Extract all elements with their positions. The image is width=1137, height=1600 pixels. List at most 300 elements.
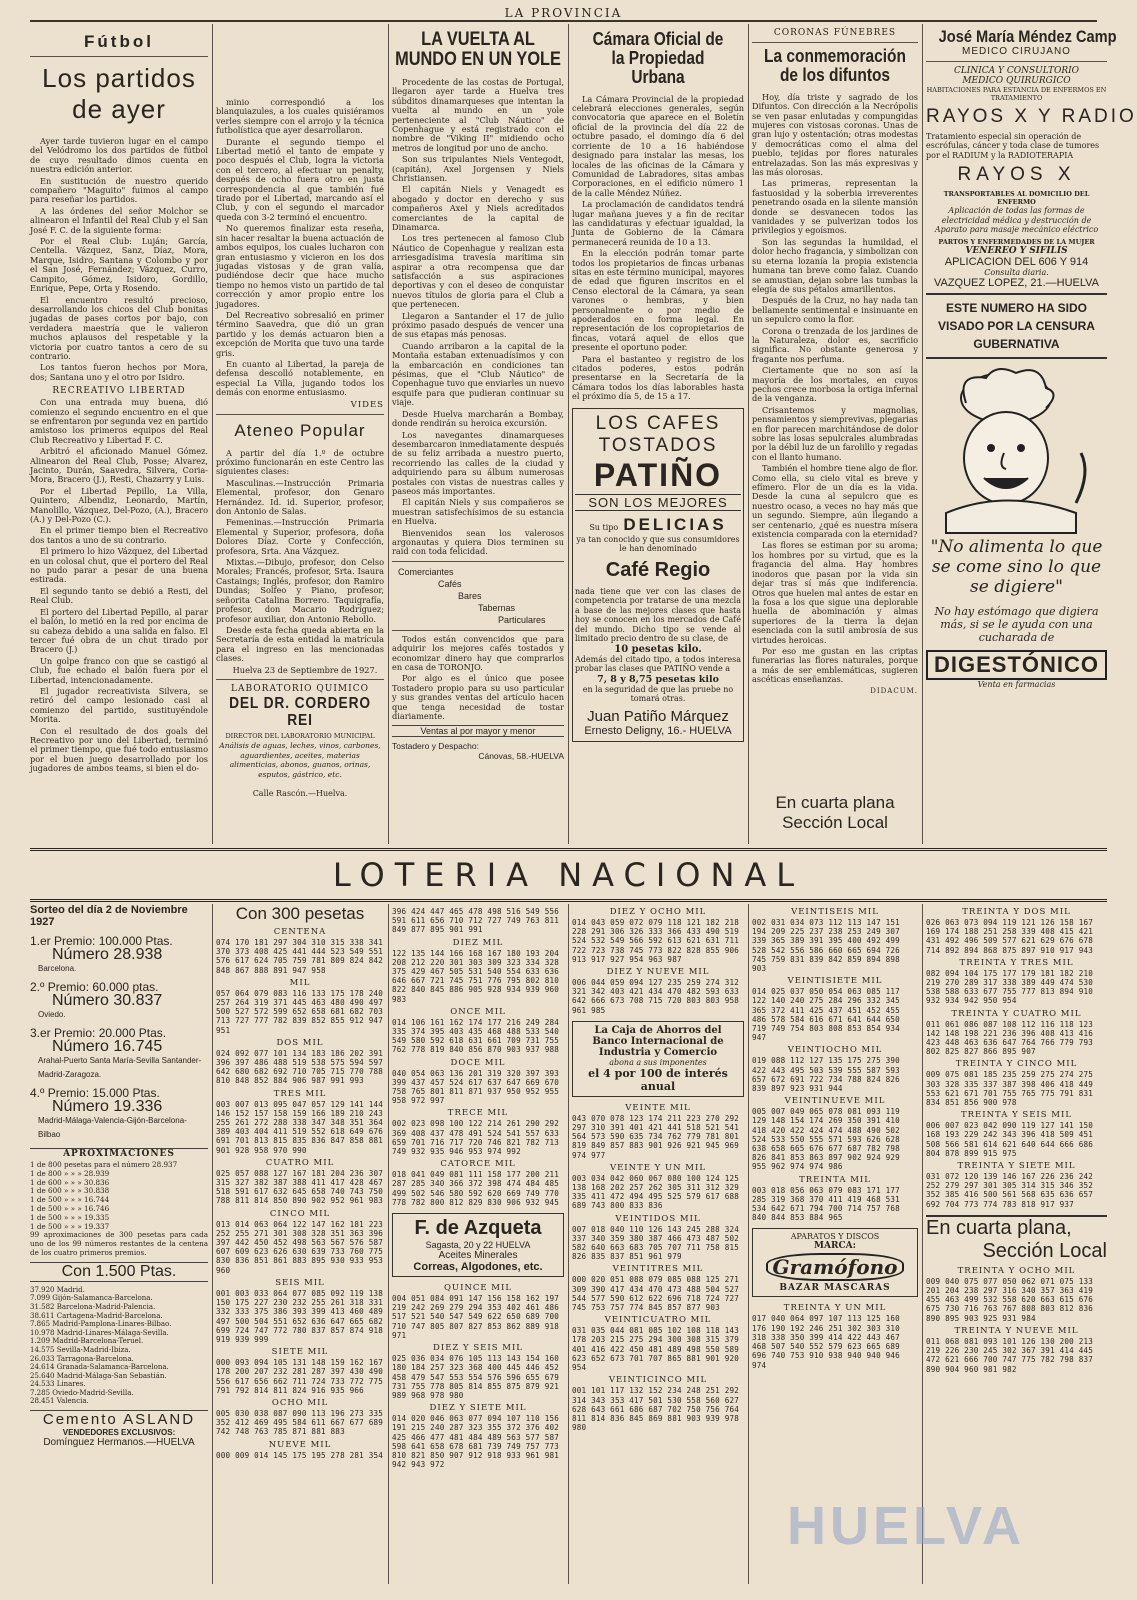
group-numbers: 005 007 049 065 078 081 093 119 129 148 154 174 269 350 391 410 418 420 422 424 474 488 490 502 524 533 550 555 571 593 626 628 638 658 665 676 677 687 782 798 826 841 853 863 897 902 924 929 955 962 974 974 986 [752, 1107, 905, 1172]
group-heading: DOCE MIL [450, 1057, 506, 1068]
lab-line: DIRECTOR DEL LABORATORIO MUNICIPAL [225, 731, 375, 740]
caja-text: abona a sus imponentes [609, 1057, 707, 1067]
gramofono-brand: Gramófono [766, 1253, 904, 1281]
number-group [752, 907, 918, 973]
list-item: 38.611 Cartagena-Madrid-Barcelona. [30, 1311, 163, 1320]
lab-line: Análisis de aguas, leches, vinos, carbones, aguardientes, aceites, materias alimenticias, abonos, guanos, orinas, esputos, gástrico, etc. [219, 741, 381, 779]
group-numbers: 082 094 104 175 177 179 181 182 210 219 270 289 317 338 389 449 474 530 538 588 633 677 755 777 813 894 910 932 934 942 950 954 [926, 968, 1098, 1006]
group-heading: NUEVE MIL [268, 1439, 332, 1450]
group-numbers: 043 070 078 123 174 211 223 270 292 297 310 391 401 421 441 518 521 541 564 573 590 635 734 762 779 781 801 819 849 857 883 901 926 921 945 969 974 977 [572, 1113, 744, 1160]
column-rule [748, 904, 749, 1584]
medico-line: TRANSPORTABLES AL DOMICILIO DEL ENFERMO [943, 190, 1090, 207]
caja-title: La Caja de Ahorros del [594, 1024, 722, 1036]
paragraph: El capitán Niels y sus compañeros se muestran satisfechísimos de su estancia en Huelva. [392, 497, 564, 527]
number-group [392, 938, 564, 1004]
paragraph: En sustitución de nuestro querido compañero "Maguito" fuimos al campo para reseñar los partidos. [30, 175, 208, 205]
list-item: 10.978 Madrid-Linares-Málaga-Sevilla. [30, 1328, 169, 1337]
number-group [572, 967, 744, 1015]
ad-tipo: DELICIAS [623, 514, 727, 534]
paragraph: Las primeras, representan la fastuosidad y la soberbia irreverentes penetrando osada en la silente mansión donde se desvanecen todos las vanidades y se pulverizan todos los privilegios y egoísmos. [752, 178, 918, 236]
gramofono-ad [752, 1228, 918, 1297]
paragraph: Del Recreativo sobresalió en primer término Saavedra, que dió un gran partido y los demás actuaron bien a excepción de Morita que tuvo una tarde gris. [216, 309, 384, 358]
paragraph: Con una entrada muy buena, dió comienzo el segundo encuentro en el que se enfrentaron por segunda vez en partido amistoso los primeros equipos del Real Club Recreativo y Libertad F. C. [30, 397, 208, 445]
number-group [752, 1096, 918, 1171]
medico-line: VENEREO Y SIFILIS [965, 245, 1068, 256]
group-heading: DIEZ Y SEIS MIL [433, 1343, 523, 1354]
group-heading: DIEZ MIL [452, 937, 504, 948]
number-group [392, 1058, 564, 1106]
tostadero: Tostadero y Despacho: [392, 741, 479, 752]
paragraph: Hoy, día triste y sagrado de los Difuntos. Con dirección a la Necrópolis se ven pasar enlutadas y compungidas mujeres con vistosas coronas. Unas de gran lujo y ostentación; otras modestas y democráticas como el alma del pueblo, tejidas por flores naturales entrelazadas. Son las más expresivas y las más olorosas. [752, 91, 918, 178]
number-group [752, 1303, 918, 1369]
divider [926, 61, 1107, 62]
aprox-item: 1 de 600 » » » 30.838 [30, 1186, 110, 1196]
paragraph: Ayer tarde tuvieron lugar en el campo del Velódromo los dos partidos de fútbol de cuyo resultado dimos cuenta en nuestra edición anterior. [30, 136, 208, 175]
divider [216, 414, 384, 415]
headline: Cámara Oficial de la Propiedad Urbana [592, 29, 724, 87]
list-item: 26.033 Tarragona-Barcelona. [30, 1354, 134, 1363]
signature: DIDACUM. [870, 686, 918, 695]
number-group [572, 1103, 744, 1160]
lottery-column-5 [752, 904, 918, 1594]
number-group [572, 1264, 744, 1312]
azqueta-line: Aceites Minerales [438, 1250, 518, 1262]
paragraph: En la elección podrán tomar parte todos los propietarios de fincas urbanas sitas en este término municipal, mayores de edad que figuren inscritos en el Censo electoral de la Cámara, ya sean varones o hembras, y bien personalmente o por medio de apoderados en forma legal. En representación de los copropietarios de fincas, votará aquel de ellos que presente el oportuno poder. [572, 248, 744, 353]
premios-column [30, 904, 208, 1594]
premio [30, 980, 208, 1022]
paragraph: Desde Huelva marcharán a Bombay, donde rendirán su heroica excursión. [392, 408, 564, 429]
premio-place: Oviedo. [38, 1010, 66, 1019]
paragraph: También el hombre tiene algo de flor. Como ella, su cielo vital es breve y efímero. Flor de un día es la vida. Desde la cuna al sepulcro que es nuestro ocaso, a veces no hay más que un segundo. Siempre, aún llegando a ser centenario, ¿qué es nuestra mísera existencia comparada con la eternidad? [752, 463, 918, 540]
headline: LA VUELTA AL MUNDO EN UN YOLE [395, 29, 561, 70]
group-numbers: 019 088 112 127 135 175 275 390 422 443 495 503 539 555 587 593 657 672 691 722 734 788 824 826 839 897 923 931 944 [752, 1056, 905, 1094]
divider [926, 293, 1107, 295]
ad-text: Además del citado tipo, a todos interesa probar las clases que PATIÑO vende a [575, 654, 741, 674]
group-heading: TREINTA Y CUATRO MIL [951, 1008, 1082, 1019]
group-numbers: 002 023 098 100 122 214 261 290 292 369 408 437 478 491 524 541 557 633 659 701 716 717 720 746 821 782 713 749 932 935 946 953 974 992 [392, 1119, 564, 1157]
number-group [216, 1347, 388, 1395]
cuarta-plana-promo [752, 793, 918, 833]
group-numbers: 014 043 059 072 079 118 121 182 218 228 291 306 326 333 366 433 490 519 524 532 549 566 592 613 621 631 711 722 723 738 745 773 822 828 855 906 913 917 927 954 963 987 [572, 918, 744, 964]
column-6 [926, 24, 1137, 839]
divider [752, 42, 918, 43]
digestonico-brand: DIGESTÓNICO [926, 650, 1107, 680]
paragraph: El jugador recreativista Silvera, se retiró del campo lesionado casi al comienzo del partido, sustituyéndole Morita. [30, 685, 208, 725]
promo-line: En cuarta plana [775, 793, 895, 812]
column-rule [212, 24, 213, 844]
group-numbers: 024 092 077 101 134 183 186 202 391 396 397 486 488 519 538 575 594 597 642 680 682 692 710 705 715 770 788 810 848 852 884 906 987 991 993 [216, 1048, 388, 1086]
number-group [216, 927, 388, 975]
paragraph: El capitán Niels y Venagedt es abogado y doctor en derecho y sus compañeros Axel y Niels acreditados comerciantes de la capital de Dinamarca. [392, 184, 564, 232]
paragraph: Por el Real Club: Luján; García, Centella. Vázquez, Sanz, Díaz, Mora, Marque, Isidro, Santana y Colombo y por el San José, Fernández; Vázquez, Curro, Campito, Gómez, Isidoro, Gordillo, Enrique, Pepe, Orta y Rosendo. [30, 236, 208, 294]
paragraph: Desde esta fecha queda abierta en la Secretaría de esta entidad la matrícula para el ingreso en las mencionadas clases. [216, 624, 384, 664]
number-group [392, 1343, 564, 1400]
group-numbers: 122 135 144 166 168 167 180 193 204 208 212 220 301 303 309 323 334 328 375 429 467 505 531 540 554 633 636 646 667 721 745 751 776 795 802 810 822 840 845 886 905 928 934 939 960 983 [392, 948, 564, 1004]
column-4 [572, 24, 744, 839]
rayos-heading: RAYOS X Y RADIO [926, 105, 1137, 127]
commerce-item: Bares [458, 590, 482, 601]
ad-owner: Juan Patiño Márquez [587, 707, 729, 725]
con-300: Con 300 pesetas [235, 904, 365, 923]
stamp-text: HUELVA [787, 1496, 1025, 1556]
column-rule [748, 24, 749, 844]
azqueta-line: Correas, Algodones, etc. [413, 1261, 543, 1274]
paragraph: Los tantos fueron hechos por Mora, dos; Santana uno y el otro por Isidro. [30, 362, 208, 382]
list-item: 31.582 Barcelona-Madrid-Palencia. [30, 1302, 156, 1311]
loteria-title: LOTERIA NACIONAL [332, 856, 805, 894]
number-group [926, 1266, 1107, 1323]
digestonico-ad [926, 363, 1107, 763]
group-numbers: 001 101 117 132 152 234 248 251 292 314 343 353 417 501 530 558 560 627 628 643 661 686 687 702 750 756 764 811 814 836 845 869 881 903 939 978 980 [572, 1386, 744, 1433]
number-group [572, 1163, 744, 1211]
number-group [216, 977, 388, 1035]
premio [30, 934, 208, 976]
con-1500: Con 1.500 Ptas. [30, 1262, 208, 1282]
premio-place: Barcelona. [38, 964, 77, 973]
medico-name: José María Méndez Camp [938, 27, 1117, 46]
group-heading: VEINTICINCO MIL [608, 1375, 708, 1386]
paragraph: Llegaron a Santander el 17 de julio próximo pasado después de vencer una de sus etapas más penosas. [392, 310, 564, 340]
divider [30, 56, 208, 57]
number-group [392, 1403, 564, 1469]
group-heading: TREINTA Y OCHO MIL [957, 1265, 1076, 1276]
paragraph: Bienvenidos sean los valerosos argonautas y quiera Dios terminen su raid con toda felicidad. [392, 527, 564, 557]
lottery-column-4 [572, 904, 744, 1594]
number-group [392, 907, 564, 935]
headline: Los partidos de ayer [42, 63, 196, 124]
paragraph: Son sus tripulantes Niels Ventegodt, (capitán), Axel Jorgensen y Niels Christiansen. [392, 154, 564, 183]
premio [30, 1086, 208, 1142]
group-numbers: 000 093 094 105 131 148 159 162 167 178 200 207 232 281 287 397 430 490 556 617 656 662 711 724 733 772 775 791 792 814 811 824 916 935 966 [216, 1358, 388, 1395]
commerce-item: Comerciantes [398, 566, 454, 577]
ad-text: nada tiene que ver con las clases de competencia por tratarse de una mezcla a base de las mejores clases que hasta hoy se conocen en los mercados de Café del mundo. Dicho tipo se vende al limitado precio dentro de su clase, de [575, 586, 741, 644]
chef-illustration [926, 363, 1107, 533]
ad-text: en la seguridad de que las pruebe no tomará otras. [582, 684, 734, 704]
group-numbers: 011 068 081 093 101 126 130 200 213 219 226 230 245 302 367 391 414 445 472 621 666 700 747 775 782 798 837 890 904 960 981 982 [926, 1336, 1098, 1374]
rayos-heading: RAYOS X [957, 164, 1076, 186]
group-heading: DIEZ Y SIETE MIL [429, 1403, 527, 1414]
lab-name: DEL DR. CORDERO REI [229, 694, 371, 729]
premio-label: 2.º Premio: 60.000 ptas. [30, 980, 159, 994]
paragraph: A partir del día 1.º de octubre próximo funcionarán en este Centro las siguientes clases: [216, 447, 384, 477]
tostadero-address: Cánovas, 58.-HUELVA [478, 751, 564, 762]
group-numbers: 025 036 034 076 105 113 143 154 160 180 184 257 323 368 400 445 446 452 458 479 547 553 554 576 596 655 679 731 755 778 805 814 855 875 879 921 989 968 978 980 [392, 1354, 564, 1400]
group-heading: TRECE MIL [447, 1108, 509, 1119]
premio-number: Número 28.938 [52, 946, 163, 963]
number-group [572, 907, 744, 964]
medico-line: Tratamiento especial sin operación de escrófulas, cáncer y toda clase de tumores por el RADIUM y la RADIOTERAPIA [926, 131, 1100, 160]
commerce-item: Tabernas [478, 602, 516, 613]
group-numbers: 004 051 084 091 147 156 158 162 197 219 242 269 279 294 353 402 461 486 517 521 540 547 549 622 650 689 700 710 747 805 807 827 853 862 889 918 971 [392, 1294, 564, 1340]
group-numbers: 017 040 064 097 107 113 125 160 176 190 192 246 251 302 303 310 318 338 350 399 414 422 443 467 468 507 540 552 579 623 665 689 696 740 753 910 938 940 940 946 974 [752, 1314, 905, 1370]
paragraph: En cuanto al Libertad, la pareja de defensa descolló notablemente, en especial La Villa, jugando todos los demás con enorme entusiasmo. [216, 358, 384, 398]
group-numbers: 018 041 049 081 111 158 177 200 211 287 285 340 366 372 398 474 484 485 499 502 546 580 592 620 669 749 770 778 782 800 812 829 830 906 932 945 [392, 1170, 564, 1207]
signature: VIDES [350, 399, 384, 410]
ad-regio: Café Regio [605, 558, 711, 581]
premio-number: Número 19.336 [52, 1098, 163, 1115]
group-heading: DIEZ Y NUEVE MIL [606, 967, 710, 978]
divider [392, 561, 564, 562]
headline: La conmemoración de los difuntos [764, 46, 906, 85]
medico-line: HABITACIONES PARA ESTANCIA DE ENFERMOS EN TRATAMIENTO [926, 85, 1107, 102]
medico-line: MEDICO QUIRURGICO [962, 75, 1071, 86]
number-group [392, 1283, 564, 1340]
number-group [572, 1315, 744, 1372]
group-heading: TREINTA Y SEIS MIL [960, 1110, 1073, 1121]
medico-line: Consulta diaria. [984, 267, 1049, 277]
divider [926, 357, 1107, 359]
gramofono-vertical: BAZAR MASCARAS [779, 1283, 891, 1294]
paragraph: Después de la Cruz, no hay nada tan bellamente sentimental e insinuante en un sepulcro como la flor. [752, 295, 918, 325]
number-group [926, 907, 1107, 955]
group-heading: SEIS MIL [275, 1277, 325, 1288]
group-heading: CINCO MIL [269, 1208, 331, 1219]
number-group [926, 1110, 1107, 1158]
medico-title: MEDICO CIRUJANO [962, 45, 1071, 57]
group-heading: VEINTINUEVE MIL [784, 1096, 886, 1107]
section-title: Fútbol [84, 32, 154, 51]
premio-label: 4.º Premio: 15.000 Ptas. [30, 1086, 160, 1100]
aprox-item: 1 de 600 » » » 30.836 [30, 1177, 110, 1187]
medico-line: Aplicación de todas las formas de electricidad médica y destrucción de Aparato para masaje mecánico eléctrico [934, 206, 1099, 235]
group-heading: TREINTA Y UN MIL [783, 1303, 887, 1314]
paragraph: Son las segundas la humildad, el dolor hecho fragancia, y simbolizan con su eterna lozanía la propia existencia humana tan breve como falaz. Cuando se amustian, dejan sobre las tumbas la elegía de sus pétalos amarillentos. [752, 236, 918, 294]
paragraph: Todos están convencidos que para adquirir los mejores cafés tostados y economizar dinero hay que comprarlos en casa de TORONJO. [392, 633, 564, 672]
column-rule [568, 24, 569, 844]
lab-kicker: LABORATORIO QUIMICO [231, 683, 369, 694]
paragraph: Huelva 23 de Septiembre de 1927. [232, 664, 378, 675]
list-item: 7.865 Madrid-Pamplona-Linares-Bilbao. [30, 1320, 172, 1329]
list-item: 28.451 Valencia. [30, 1397, 89, 1406]
column-rule [568, 904, 569, 1584]
group-numbers: 000 009 014 145 175 195 278 281 354 [216, 1450, 384, 1460]
paragraph: Los tres pertenecen al famoso Club Náutico de Copenhague y realizan esta arriesgadísima travesía marítima sin aspirar a otra recompensa que dar satisfacción a sus aspiraciones deportivas y con el deseo de conquistar nuevos títulos de gloria para el Club a que pertenecen. [392, 233, 564, 310]
commerce-item: Cafés [438, 578, 462, 589]
medico-line: PARTOS Y ENFERMEDADES DE LA MUJER [938, 237, 1095, 246]
number-group [926, 1009, 1107, 1057]
paragraph: En el primer tiempo bien el Recreativo dos tantos a uno de su contrario. [30, 525, 208, 545]
lottery-column-6 [926, 904, 1107, 1594]
cafes-patino-ad [572, 408, 744, 742]
caja-bank: Banco Internacional de Industria y Comercio [592, 1035, 724, 1058]
cuarta-plana-promo: En cuarta plana, [926, 1215, 1107, 1240]
digestonico-slogan: "No alimenta lo que se come sino lo que se digiere" [930, 536, 1103, 597]
group-numbers: 026 063 073 094 119 121 126 158 167 169 174 188 251 258 339 408 415 421 431 492 496 509 577 621 629 676 678 714 892 894 868 875 897 910 917 943 [926, 918, 1098, 955]
cemento-line: Domínguez Hermanos.—HUELVA [43, 1437, 195, 1449]
paragraph: Mixtas.—Dibujo, profesor, don Celso Morales; Francés, profesor, Srta. Isaura Castaings; Inglés, profesor, don Ramiro Dundas; Solfeo y Piano, profesor, señorita Catalina Borrero. Taquigrafía, profesor, don Macario Rodríguez; profesor auxiliar, don Antonio Rebollo. [216, 557, 384, 624]
number-group [216, 1208, 388, 1275]
number-group [926, 1161, 1107, 1209]
paragraph: No queremos finalizar esta reseña, sin hacer resaltar la buena actuación de ambos equipos, los cuales lucharon con gran entusiasmo y vicieron en los dos jugadas vistosas y de gran valía, pudiéndose decir que hace mucho tiempo no hemos visto un partido de tal corrección y amor propio entre los jugadores. [216, 223, 384, 309]
number-group [752, 1175, 918, 1223]
aprox-note: 99 aproximaciones de 300 pesetas para cada uno de los 99 números restantes de la centena de los cuatro primeros premios. [30, 1230, 208, 1257]
group-numbers: 074 170 181 297 304 310 315 338 341 370 373 408 425 441 444 523 549 551 576 617 624 705 759 781 809 824 842 848 867 888 891 947 958 [216, 938, 388, 975]
number-group [392, 1007, 564, 1055]
paragraph: Procedente de las costas de Portugal, llegaron ayer tarde a Huelva tres súbditos dinamarqueses que intentan la vuelta al mundo en un yole perteneciente al "Club Náutico" de Copenhague y está registrado con el nombre de "Viking II" midiendo ocho metros de longitud por uno de ancho. [392, 76, 564, 153]
medico-line: APLICACION DEL 606 Y 914 [944, 255, 1089, 268]
list-item: 7.285 Oviedo-Madrid-Sevilla. [30, 1388, 134, 1397]
medico-line: CLINICA Y CONSULTORIO [953, 65, 1080, 76]
group-heading: MIL [289, 977, 311, 988]
group-heading: TREINTA MIL [799, 1174, 871, 1185]
group-heading: VEINTIOCHO MIL [787, 1045, 883, 1056]
paragraph: Cuando arribaron a la capital de la Montaña estaban extenuadísimos y con la embarcación en condiciones tan pésimas, que el "Club Náutico" de Copenhague tuvo que enviarles un nuevo esquife para que pudieran continuar su viaje. [392, 340, 564, 408]
group-heading: VEINTE Y UN MIL [609, 1162, 707, 1173]
list-item: 25.640 Madrid-Málaga-San Sebastián. [30, 1371, 167, 1380]
paragraph: El encuentro resultó precioso, desarrollando los chicos del Club bonitas jugadas de pases cortos por bajo, con verdadera maestría que le valieron muchos aplausos del respetable y la victoria por cuatro tantos a cero de su contrario. [30, 294, 208, 361]
aprox-item: 1 de 500 » » » 16.744 [30, 1195, 110, 1205]
paragraph: A las órdenes del señor Molchor se alinearon el Infantil del Real Club y el San José F. C. de la siguiente forma: [30, 205, 208, 235]
group-heading: TREINTA Y TRES MIL [959, 957, 1074, 968]
premio [30, 1026, 208, 1082]
archive-stamp [787, 1495, 1077, 1590]
ad-line: TOSTADOS [598, 434, 718, 456]
cemento-ad: Cemento ASLAND [30, 1410, 208, 1428]
paragraph: Para el bastanteo y registro de los citados poderes, estos podrán presentarse en la Secretaría de la Cámara todos los días laborables hasta el próximo día 5, de 15 a 17. [572, 353, 744, 402]
subheading: RECREATIVO LIBERTAD [52, 386, 186, 397]
azqueta-name: F. de Azqueta [414, 1217, 542, 1240]
group-heading: TREINTA Y DOS MIL [962, 907, 1071, 917]
number-group [752, 1045, 918, 1093]
ad-owner-address: Ernesto Deligny, 16.- HUELVA [584, 724, 732, 737]
group-heading: SIETE MIL [271, 1347, 329, 1358]
list-item: 24.614 Granada-Salamanca-Barcelona. [30, 1363, 169, 1372]
paragraph: Masculinas.—Instrucción Primaria Elemental, profesor, don Genaro Hernández. Id. id. Superior, profesor, don Antonio de Salas. [216, 477, 384, 517]
ad-text: Su tipo [589, 522, 619, 532]
group-numbers: 013 014 063 064 122 147 162 181 223 252 255 271 301 308 328 351 363 396 397 442 450 452 498 563 567 576 587 607 609 623 626 630 639 733 760 775 830 836 851 861 883 895 930 933 953 960 [216, 1219, 388, 1275]
futbol-article [30, 24, 208, 839]
coronas-article [752, 24, 918, 839]
aprox-item: 1 de 500 » » » 19.337 [30, 1221, 110, 1231]
paragraph: El segundo tanto se debió a Resti, del Real Club. [30, 585, 208, 606]
list-item: 1.209 Madrid-Barcelona-Teruel. [30, 1337, 144, 1346]
column-rule [212, 904, 213, 1584]
paragraph: Las flores se estiman por su aroma; los hombres por su virtud, que es la fragancia del alma. Hay hombres inodoros que pasan por la vida sin dejar tras sí más que indiferencia. Otros que huelen mal antes de estar en la fosa a los que sigue una deplorable huella de abominación y almas superiores de la tierra la dejan esenciada con la sutil ambrosía de sus virtudes heroicas. [752, 540, 918, 645]
group-heading: VEINTE MIL [625, 1102, 691, 1113]
loteria-banner [30, 848, 1107, 902]
group-numbers: 007 018 040 110 126 143 245 288 324 337 340 359 380 387 466 473 487 502 582 640 663 683 705 707 711 758 815 826 835 837 851 961 979 [572, 1224, 744, 1262]
paragraph: Un golpe franco con que se castigó al Club, fue echado el balón fuera por el Libertad, intencionadamente. [30, 655, 208, 685]
caja-rate: el 4 por 100 de interés anual [588, 1066, 728, 1093]
lab-line: Calle Rascón.—Huelva. [252, 789, 348, 799]
aprox-item: 1 de 800 » » » 28.939 [30, 1168, 110, 1178]
group-heading: OCHO MIL [271, 1397, 329, 1408]
number-group [572, 1375, 744, 1432]
group-numbers: 014 025 037 050 054 063 085 117 122 140 240 275 284 296 332 345 365 372 411 425 437 451 452 455 486 578 584 616 671 641 644 650 719 749 754 803 808 853 854 934 947 [752, 987, 905, 1043]
lottery-column-300 [216, 904, 388, 1594]
group-heading: DOS MIL [276, 1037, 324, 1048]
column-rule [388, 24, 389, 844]
aprox-item: 1 de 800 pesetas para el número 28.937 [30, 1160, 178, 1169]
number-group [216, 1157, 388, 1206]
group-heading: TREINTA Y NUEVE MIL [954, 1325, 1079, 1336]
number-group [752, 976, 918, 1042]
number-group [216, 1037, 388, 1086]
sorteo-date: Sorteo del día 2 de Noviembre 1927 [30, 904, 188, 928]
list-item: 7.099 Gijón-Salamanca-Barcelona. [30, 1294, 153, 1303]
list-item: 37.920 Madrid. [30, 1285, 85, 1294]
cemento-line: VENDEDORES EXCLUSIVOS: [62, 1428, 176, 1438]
masthead [30, 6, 1097, 22]
cuarta-plana-promo: Sección Local [982, 1239, 1107, 1262]
paragraph: Corona o trenzada de los jardines de la Naturaleza, dolor es, sacrificio significa. No obstante generosa y fragante nos perfuma. [752, 325, 918, 364]
aprox-item: 1 de 500 » » » 19.335 [30, 1212, 110, 1222]
group-numbers: 001 003 033 064 077 085 092 119 138 150 175 227 230 232 255 261 318 331 332 333 375 386 393 399 413 460 489 497 500 504 551 652 636 647 665 682 699 724 747 772 780 837 857 874 918 919 939 999 [216, 1288, 388, 1344]
aprox-title: APROXIMACIONES [30, 1148, 208, 1159]
azqueta-ad [392, 1213, 564, 1277]
divider [216, 679, 384, 680]
list-item: 24.533 Linares. [30, 1380, 86, 1389]
group-numbers: 009 075 081 185 235 259 275 274 275 303 328 335 337 387 398 406 418 449 553 621 671 701 755 765 775 791 831 834 851 856 900 978 [926, 1070, 1098, 1108]
lottery-column-3 [392, 904, 564, 1594]
promo-line: Sección Local [782, 813, 888, 832]
group-numbers: 396 424 447 465 478 498 516 549 556 591 611 656 710 712 727 749 763 811 849 877 895 901 991 [392, 907, 564, 935]
group-numbers: 011 061 086 087 108 112 116 118 123 142 148 198 221 236 396 408 413 416 423 448 463 636 647 764 766 779 793 802 825 827 866 895 907 [926, 1019, 1098, 1057]
group-heading: CATORCE MIL [440, 1159, 516, 1170]
group-heading: DIEZ Y OCHO MIL [609, 907, 707, 917]
column-rule [388, 904, 389, 1584]
paragraph: Ciertamente que no son así la mayoría de los mortales, en cuyos pechos crece morbosa la ortiga infernal de la venganza. [752, 365, 918, 404]
ad-line: SON LOS MEJORES [575, 494, 741, 511]
ad-price: 10 pesetas kilo. [614, 643, 702, 655]
ad-line: LOS CAFES [595, 412, 721, 434]
group-heading: VEINTISIETE MIL [787, 976, 883, 987]
paragraph: Femeninas.—Instrucción Primaria Elemental y Superior, profesora, doña Dolores Díaz. Corte y Confección, profesora, Srta. Ana Vázquez. [216, 517, 384, 556]
paragraph: minio correspondió a los blanquiazules, a los cuales quisiéramos verles siempre con el arrojo y la técnica futbolística que ayer desarrollaron. [216, 97, 384, 136]
group-heading: VEINTITRES MIL [612, 1264, 704, 1275]
number-group [216, 1088, 388, 1155]
group-heading: VEINTICUATRO MIL [604, 1315, 712, 1326]
paragraph: Por el Libertad Pepillo, La Villa, Quintero, Albendiz, Leonardo, Martín, Manolillo, Vázquez, Del-Pozo, (A.), Bracero (A.) y Del-Pozo (C.). [30, 485, 208, 525]
number-group [216, 1277, 388, 1344]
list-1500 [30, 1286, 208, 1406]
number-group [926, 1059, 1107, 1107]
number-group [216, 1440, 384, 1460]
group-numbers: 009 040 075 077 050 062 071 075 133 201 204 238 297 316 340 357 363 419 455 463 499 532 558 620 663 615 676 675 730 716 763 767 808 803 812 836 890 895 903 925 931 984 [926, 1276, 1098, 1323]
premio-number: Número 30.837 [52, 992, 163, 1009]
group-numbers: 005 030 038 087 090 113 196 273 335 352 412 469 495 584 611 667 677 689 742 748 763 785 871 881 883 [216, 1408, 388, 1437]
group-numbers: 002 031 034 073 112 113 147 151 194 209 225 237 238 253 249 307 339 365 389 391 395 400 492 499 528 542 556 586 660 665 694 726 745 759 831 839 842 859 894 898 903 [752, 918, 905, 974]
paragraph: Arbitró el aficionado Manuel Gómez. Alinearon del Real Club, Posse; Alvarez, Jacinto, Durán, Saavedra, Silvera, Coria-Mora, Bracero (J.), Resti, Chazarry y Luis. [30, 446, 208, 485]
premio-label: 1.er Premio: 100.000 Ptas. [30, 934, 173, 948]
number-group [392, 1159, 564, 1207]
ad-text: ya tan conocido y que sus consumidores le han denominado [576, 534, 740, 554]
premio-number: Número 16.745 [52, 1038, 163, 1055]
paragraph: El primero lo hizo Vázquez, del Libertad en un colosal chut, que el portero del Real no pudo parar a pesar de una buena estirada. [30, 546, 208, 585]
group-numbers: 003 007 013 095 047 057 129 141 144 146 152 157 158 159 166 189 210 243 255 261 272 288 338 347 348 351 364 389 403 404 411 519 552 618 649 676 691 701 813 815 835 836 847 858 881 901 928 958 970 990 [216, 1099, 388, 1155]
aprox-list [30, 1161, 208, 1231]
paragraph: La proclamación de candidatos tendrá lugar mañana jueves y a fin de recitar las candidaturas y efectuar igualdad, la Junta de Gobierno de la Cámara permanecerá reunida de 10 a 13. [572, 199, 744, 247]
ad-brand: PATIÑO [593, 456, 723, 493]
premio-place: Arahal-Puerto Santa María-Sevilla Santander-Madrid-Zaragoza. [38, 1056, 202, 1079]
group-heading: CENTENA [273, 927, 327, 937]
group-numbers: 000 020 051 088 079 085 088 125 271 309 390 417 434 470 473 488 504 527 544 577 590 612 622 696 718 724 727 745 753 757 774 845 857 877 903 [572, 1275, 744, 1313]
group-numbers: 003 018 056 063 079 083 171 177 285 319 368 370 411 419 468 531 534 642 671 794 700 714 757 768 840 844 853 884 965 [752, 1185, 905, 1223]
group-numbers: 014 106 161 162 174 177 216 249 284 335 374 395 403 435 468 488 533 540 549 580 592 618 631 661 709 731 755 762 778 819 840 856 870 903 937 988 [392, 1017, 564, 1055]
group-numbers: 014 020 046 063 077 094 107 110 156 191 215 240 287 323 355 372 376 402 425 466 477 481 484 489 563 577 587 598 641 658 678 681 739 749 757 773 810 821 850 907 912 918 933 961 981 942 943 972 [392, 1414, 564, 1470]
azqueta-address: Sagasta, 20 y 22 HUELVA [425, 1240, 531, 1251]
premio-label: 3.er Premio: 20.000 Ptas. [30, 1026, 167, 1040]
paragraph: La Cámara Provincial de la propiedad celebrará elecciones generales, según convocatoria que aparece en el Boletín oficial de la provincia del día 22 de octubre pasado, el domingo día 6 del corriente de 10 a 16 habiéndose designado para instalar las mesas, los locales de las oficinas de la Cámara y Comunidad de Labradores, sitas ambas Corporaciones, en el edificio número 1 de la calle Méndez Núñez. [572, 93, 744, 198]
group-numbers: 006 007 023 042 090 119 127 141 150 168 193 229 242 343 396 418 509 451 508 566 581 614 621 640 644 666 686 804 878 899 915 975 [926, 1121, 1098, 1158]
paragraph: Con el resultado de dos goals del Recreativo por uno del Libertad, terminó el primer tiempo, que fué todo entusiasmo por el buen juego desarrollado por los jugadores de ambos teams, si bien el do- [30, 725, 208, 774]
ad-price: 7, 8 y 8,75 pesetas kilo [597, 673, 719, 685]
ateneo-title: Ateneo Popular [234, 420, 366, 440]
number-group [926, 958, 1107, 1006]
digestonico-sale: Venta en farmacias [977, 679, 1056, 689]
column-2 [216, 24, 384, 839]
column-rule [922, 904, 923, 1584]
